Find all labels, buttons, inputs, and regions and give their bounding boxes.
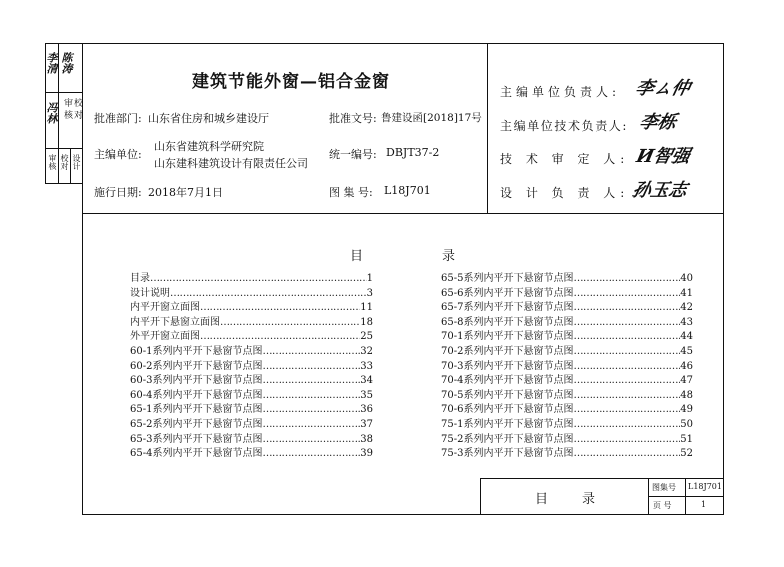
toc-item[interactable]	[441, 403, 693, 418]
toc-leader	[573, 316, 680, 331]
toc-item-page: 44	[680, 331, 693, 343]
toc-leader	[573, 345, 680, 360]
toc-leader	[573, 330, 680, 345]
responsible-signature: 孙玉志	[630, 180, 689, 201]
responsible-signature: 李ㄙ仲	[633, 78, 692, 99]
toc-leader	[262, 345, 360, 360]
toc-leader	[220, 316, 360, 331]
side-signature: 冯林	[45, 102, 58, 124]
toc-item[interactable]	[441, 316, 693, 331]
toc-leader	[262, 374, 360, 389]
toc-item[interactable]	[130, 447, 373, 462]
toc-item-label: 70-1系列内平开下悬窗节点图	[441, 331, 574, 343]
toc-right-column	[441, 272, 693, 462]
toc-item-page: 42	[680, 302, 693, 314]
header-bottom-line	[82, 213, 724, 214]
responsible-signature: 李栎	[637, 112, 678, 133]
toc-item-page: 45	[680, 345, 693, 357]
side-cell: 校对	[60, 154, 69, 170]
approval-dept-label: 批准部门:	[94, 112, 142, 125]
responsible-signature: И智强	[634, 146, 692, 167]
toc-leader	[262, 389, 360, 404]
toc-item[interactable]	[130, 389, 373, 404]
toc-item[interactable]	[441, 418, 693, 433]
toc-heading-right: 录	[442, 249, 457, 264]
side-strip-divider	[58, 43, 59, 184]
toc-leader	[573, 418, 680, 433]
toc-item-page: 36	[360, 404, 373, 416]
toc-item-label: 65-4系列内平开下悬窗节点图	[130, 448, 263, 460]
toc-item-label: 内平开下悬窗立面图	[130, 316, 220, 328]
toc-item[interactable]	[441, 330, 693, 345]
toc-leader	[573, 287, 680, 302]
toc-item-page: 43	[680, 316, 693, 328]
toc-item-label: 75-2系列内平开下悬窗节点图	[441, 433, 574, 445]
effective-date-label: 施行日期:	[94, 186, 142, 199]
toc-item-label: 70-5系列内平开下悬窗节点图	[441, 389, 574, 401]
approval-dept-value: 山东省住房和城乡建设厅	[148, 112, 269, 125]
side-cell: 设计	[72, 154, 81, 170]
unified-no-label: 统一编号:	[329, 148, 377, 161]
title-block-divider	[648, 496, 724, 497]
toc-item-label: 65-8系列内平开下悬窗节点图	[441, 316, 574, 328]
toc-leader	[262, 433, 360, 448]
toc-item[interactable]	[130, 418, 373, 433]
responsible-label: 主编单位负责人:	[500, 85, 621, 99]
toc-item-label: 70-4系列内平开下悬窗节点图	[441, 375, 574, 387]
title-block-page-value: 1	[701, 500, 707, 509]
toc-item[interactable]	[441, 272, 693, 287]
side-role-label: 审 核	[62, 98, 72, 119]
toc-item[interactable]	[130, 374, 373, 389]
title-block-atlas-label: 图集号	[652, 483, 676, 492]
editor-line-2: 山东建科建筑设计有限责任公司	[154, 157, 308, 170]
toc-item-label: 65-3系列内平开下悬窗节点图	[130, 433, 263, 445]
toc-item-page: 3	[366, 287, 373, 299]
side-role-label: 校 对	[72, 98, 82, 119]
toc-item[interactable]	[441, 433, 693, 448]
toc-leader	[573, 447, 680, 462]
title-block-atlas-value: L18J701	[688, 482, 722, 491]
side-strip-divider	[45, 148, 83, 149]
atlas-no-label: 图 集 号:	[329, 186, 373, 199]
approval-doc-value: 鲁建设函[2018]17号	[381, 112, 482, 124]
toc-leader	[200, 330, 360, 345]
page-title: 建筑节能外窗—铝合金窗	[192, 72, 390, 92]
toc-item-label: 70-6系列内平开下悬窗节点图	[441, 404, 574, 416]
toc-item[interactable]	[130, 433, 373, 448]
toc-item[interactable]	[441, 447, 693, 462]
toc-item-page: 38	[360, 433, 373, 445]
toc-item-label: 60-4系列内平开下悬窗节点图	[130, 389, 263, 401]
toc-item-label: 外平开窗立面图	[130, 331, 200, 343]
toc-item-page: 41	[680, 287, 693, 299]
toc-item-label: 65-1系列内平开下悬窗节点图	[130, 404, 263, 416]
toc-item-label: 75-3系列内平开下悬窗节点图	[441, 448, 574, 460]
toc-item-page: 47	[680, 375, 693, 387]
toc-item[interactable]	[130, 360, 373, 375]
toc-item-page: 25	[360, 331, 373, 343]
toc-item-page: 1	[366, 273, 373, 284]
toc-leader	[573, 389, 680, 404]
toc-item-label: 70-2系列内平开下悬窗节点图	[441, 345, 574, 357]
toc-leader	[573, 360, 680, 375]
toc-leader	[573, 403, 680, 418]
toc-item-page: 34	[360, 375, 373, 387]
toc-item-page: 11	[360, 302, 373, 314]
toc-item-page: 18	[360, 316, 373, 328]
toc-item[interactable]	[441, 389, 693, 404]
toc-item[interactable]	[130, 287, 373, 302]
toc-item-page: 50	[680, 418, 693, 430]
toc-item-page: 51	[680, 433, 693, 445]
unified-no-value: DBJT37-2	[386, 146, 440, 159]
title-block-name-left: 目	[535, 492, 550, 507]
approval-doc-label: 批准文号:	[329, 112, 377, 125]
toc-item-label: 内平开窗立面图	[130, 302, 200, 314]
toc-item-page: 32	[360, 345, 373, 357]
header-divider	[487, 43, 488, 213]
toc-item-label: 设计说明	[130, 287, 170, 299]
responsible-label: 技 术 审 定 人:	[500, 152, 630, 166]
effective-date-value: 2018年7月1日	[148, 186, 223, 199]
side-signature: 陈涛	[60, 52, 73, 74]
toc-item-page: 52	[680, 448, 693, 460]
toc-item-label: 70-3系列内平开下悬窗节点图	[441, 360, 574, 372]
toc-leader	[262, 447, 360, 462]
toc-item[interactable]	[130, 330, 373, 345]
toc-leader	[262, 418, 360, 433]
toc-heading-left: 目	[350, 249, 365, 264]
toc-leader	[262, 403, 360, 418]
toc-leader	[573, 433, 680, 448]
toc-item-page: 40	[680, 273, 693, 284]
side-strip-divider	[45, 92, 83, 93]
toc-item-page: 39	[360, 448, 373, 460]
toc-item-page: 48	[680, 389, 693, 401]
toc-leader	[573, 374, 680, 389]
toc-item[interactable]	[441, 287, 693, 302]
toc-item[interactable]	[441, 301, 693, 316]
toc-leader	[200, 301, 360, 316]
toc-item-label: 65-2系列内平开下悬窗节点图	[130, 418, 263, 430]
toc-item[interactable]	[130, 301, 373, 316]
toc-item[interactable]	[441, 360, 693, 375]
editor-line-1: 山东省建筑科学研究院	[154, 140, 264, 153]
toc-item-label: 60-1系列内平开下悬窗节点图	[130, 345, 263, 357]
toc-item[interactable]	[130, 316, 373, 331]
toc-item-page: 33	[360, 360, 373, 372]
toc-item-label: 60-2系列内平开下悬窗节点图	[130, 360, 263, 372]
toc-left-column	[130, 272, 373, 462]
toc-leader	[150, 272, 367, 287]
atlas-no-value: L18J701	[384, 184, 431, 197]
toc-leader	[170, 287, 367, 302]
toc-item-label: 60-3系列内平开下悬窗节点图	[130, 375, 263, 387]
toc-leader	[262, 360, 360, 375]
toc-leader	[573, 301, 680, 316]
responsible-label: 主编单位技术负责人:	[500, 119, 629, 133]
toc-item-page: 35	[360, 389, 373, 401]
toc-item-page: 46	[680, 360, 693, 372]
toc-item-label: 目录	[130, 273, 150, 284]
responsible-label: 设 计 负 责 人:	[500, 186, 630, 200]
toc-item[interactable]	[441, 345, 693, 360]
toc-item-label: 75-1系列内平开下悬窗节点图	[441, 418, 574, 430]
editor-label: 主编单位:	[94, 148, 142, 161]
toc-item-label: 65-5系列内平开下悬窗节点图	[441, 273, 574, 284]
side-strip-divider	[70, 148, 71, 184]
toc-item[interactable]	[441, 374, 693, 389]
toc-item[interactable]	[130, 403, 373, 418]
title-block-page-label: 页 号	[653, 501, 672, 510]
title-block-name-right: 录	[582, 492, 597, 507]
side-signature: 李清	[45, 52, 58, 74]
toc-item[interactable]	[130, 272, 373, 287]
toc-item-page: 37	[360, 418, 373, 430]
side-cell: 审核	[48, 154, 57, 170]
toc-item-label: 65-6系列内平开下悬窗节点图	[441, 287, 574, 299]
toc-item-label: 65-7系列内平开下悬窗节点图	[441, 302, 574, 314]
toc-leader	[573, 272, 680, 287]
toc-item[interactable]	[130, 345, 373, 360]
toc-item-page: 49	[680, 404, 693, 416]
